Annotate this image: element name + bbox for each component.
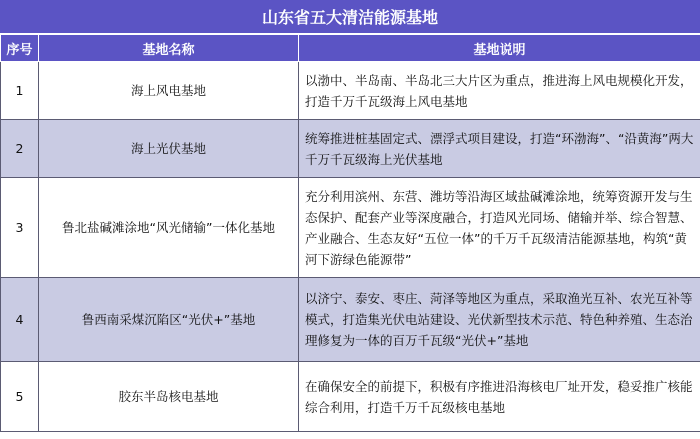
row-number: 3: [1, 178, 39, 278]
base-description: 以渤中、半岛南、半岛北三大片区为重点，推进海上风电规模化开发，打造千万千瓦级海上风电基地: [299, 62, 700, 120]
base-name: 鲁西南采煤沉陷区“光伏+”基地: [39, 278, 299, 362]
table-row: [1, 178, 700, 278]
base-description: 在确保安全的前提下，积极有序推进沿海核电厂址开发，稳妥推广核能综合利用，打造千万千瓦级核电基地: [299, 362, 700, 432]
base-name: 海上光伏基地: [39, 120, 299, 178]
table-row: [1, 362, 700, 432]
header-desc: 基地说明: [299, 35, 700, 62]
base-name: 胶东半岛核电基地: [39, 362, 299, 432]
header-name: 基地名称: [39, 35, 299, 62]
energy-bases-table: [0, 34, 700, 432]
row-number: 5: [1, 362, 39, 432]
table-row: [1, 120, 700, 178]
table-title: 山东省五大清洁能源基地: [0, 0, 700, 34]
row-number: 4: [1, 278, 39, 362]
base-description: 统筹推进桩基固定式、漂浮式项目建设，打造“环渤海”、“沿黄海”两大千万千瓦级海上光伏基地: [299, 120, 700, 178]
row-number: 1: [1, 62, 39, 120]
header-no: 序号: [1, 35, 39, 62]
base-description: 充分利用滨州、东营、潍坊等沿海区域盐碱滩涂地，统筹资源开发与生态保护、配套产业等深度融合，打造风光同场、储输并举、综合智慧、产业融合、生态友好“五位一体”的千万千瓦级清洁能源基地，构筑“黄河下游绿色能源带”: [299, 178, 700, 278]
row-number: 2: [1, 120, 39, 178]
table-row: [1, 278, 700, 362]
base-name: 鲁北盐碱滩涂地“风光储输”一体化基地: [39, 178, 299, 278]
base-name: 海上风电基地: [39, 62, 299, 120]
base-description: 以济宁、泰安、枣庄、菏泽等地区为重点，采取渔光互补、农光互补等模式，打造集光伏电站建设、光伏新型技术示范、特色种养殖、生态治理修复为一体的百万千瓦级“光伏+”基地: [299, 278, 700, 362]
table-row: [1, 62, 700, 120]
header-row: [1, 35, 700, 62]
